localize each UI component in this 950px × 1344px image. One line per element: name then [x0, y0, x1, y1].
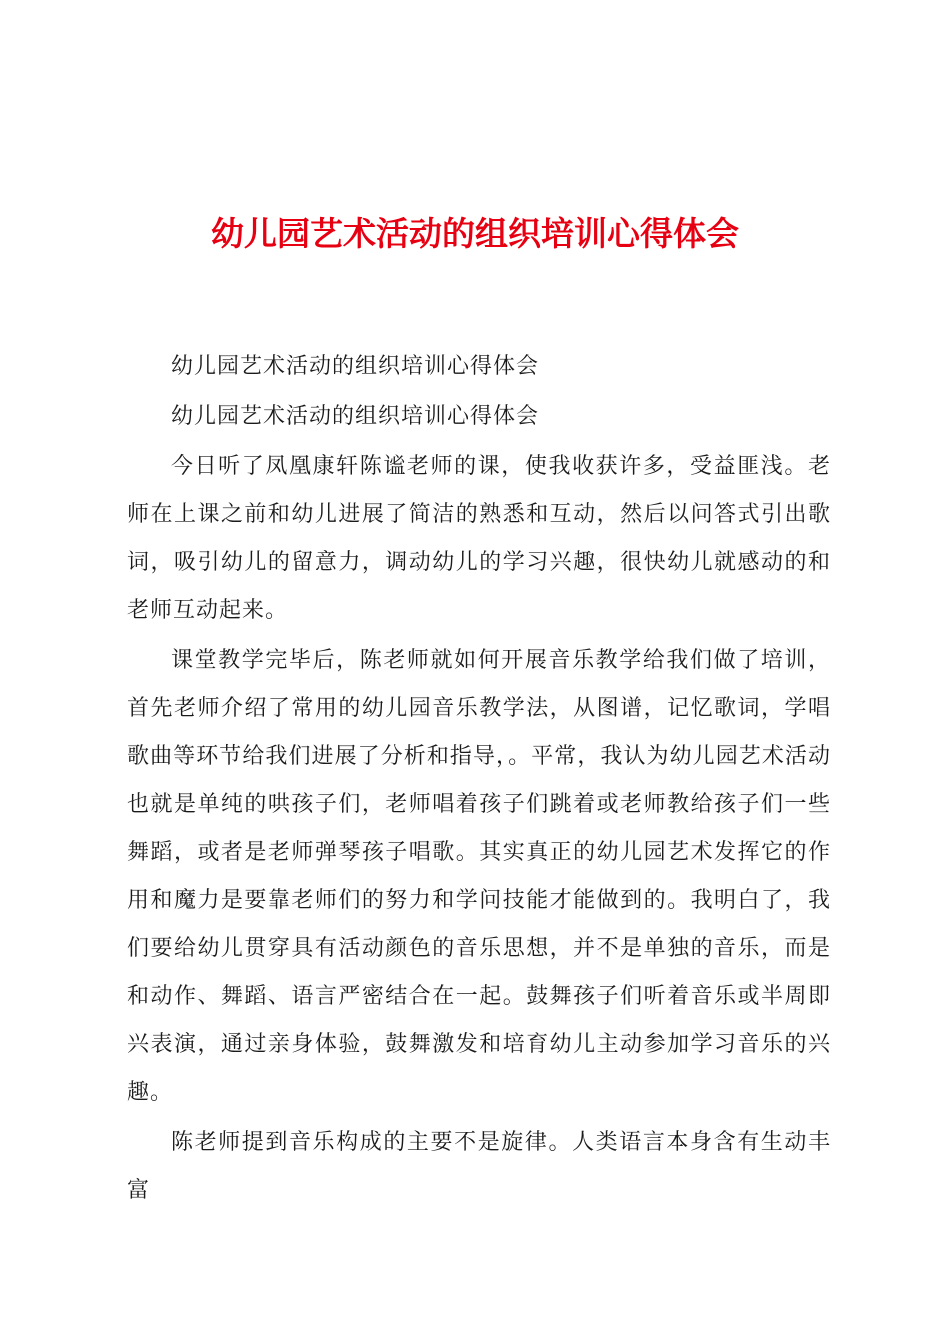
document-title: 幼儿园艺术活动的组织培训心得体会 [211, 214, 739, 253]
paragraph-2: 课堂教学完毕后，陈老师就如何开展音乐教学给我们做了培训，首先老师介绍了常用的幼儿园音乐教学法，从图谱，记忆歌词，学唱歌曲等环节给我们进展了分析和指导，。平常，我认为幼儿园艺术活动也就是单纯的哄孩子们，老师唱着孩子们跳着或老师教给孩子们一些舞蹈，或者是老师弹琴孩子唱歌。其实真正的幼儿园艺术发挥它的作用和魔力是要靠老师们的努力和学问技能才能做到的。我明白了，我们要给幼儿贯穿具有活动颜色的音乐思想，并不是单独的音乐，而是和动作、舞蹈、语言严密结合在一起。鼓舞孩子们听着音乐或半周即兴表演，通过亲身体验，鼓舞激发和培育幼儿主动参加学习音乐的兴趣。 [127, 648, 831, 1105]
paragraph-1: 今日听了凤凰康轩陈谧老师的课，使我收获许多，受益匪浅。老师在上课之前和幼儿进展了简洁的熟悉和互动，然后以问答式引出歌词，吸引幼儿的留意力，调动幼儿的学习兴趣，很快幼儿就感动的和老师互动起来。 [127, 454, 831, 623]
paragraph-subtitle-1: 幼儿园艺术活动的组织培训心得体会 [171, 354, 540, 379]
paragraph-subtitle-2: 幼儿园艺术活动的组织培训心得体会 [171, 404, 540, 429]
document-body [127, 343, 831, 1215]
paragraph-3: 陈老师提到音乐构成的主要不是旋律。人类语言本身含有生动丰富 [127, 1130, 831, 1203]
